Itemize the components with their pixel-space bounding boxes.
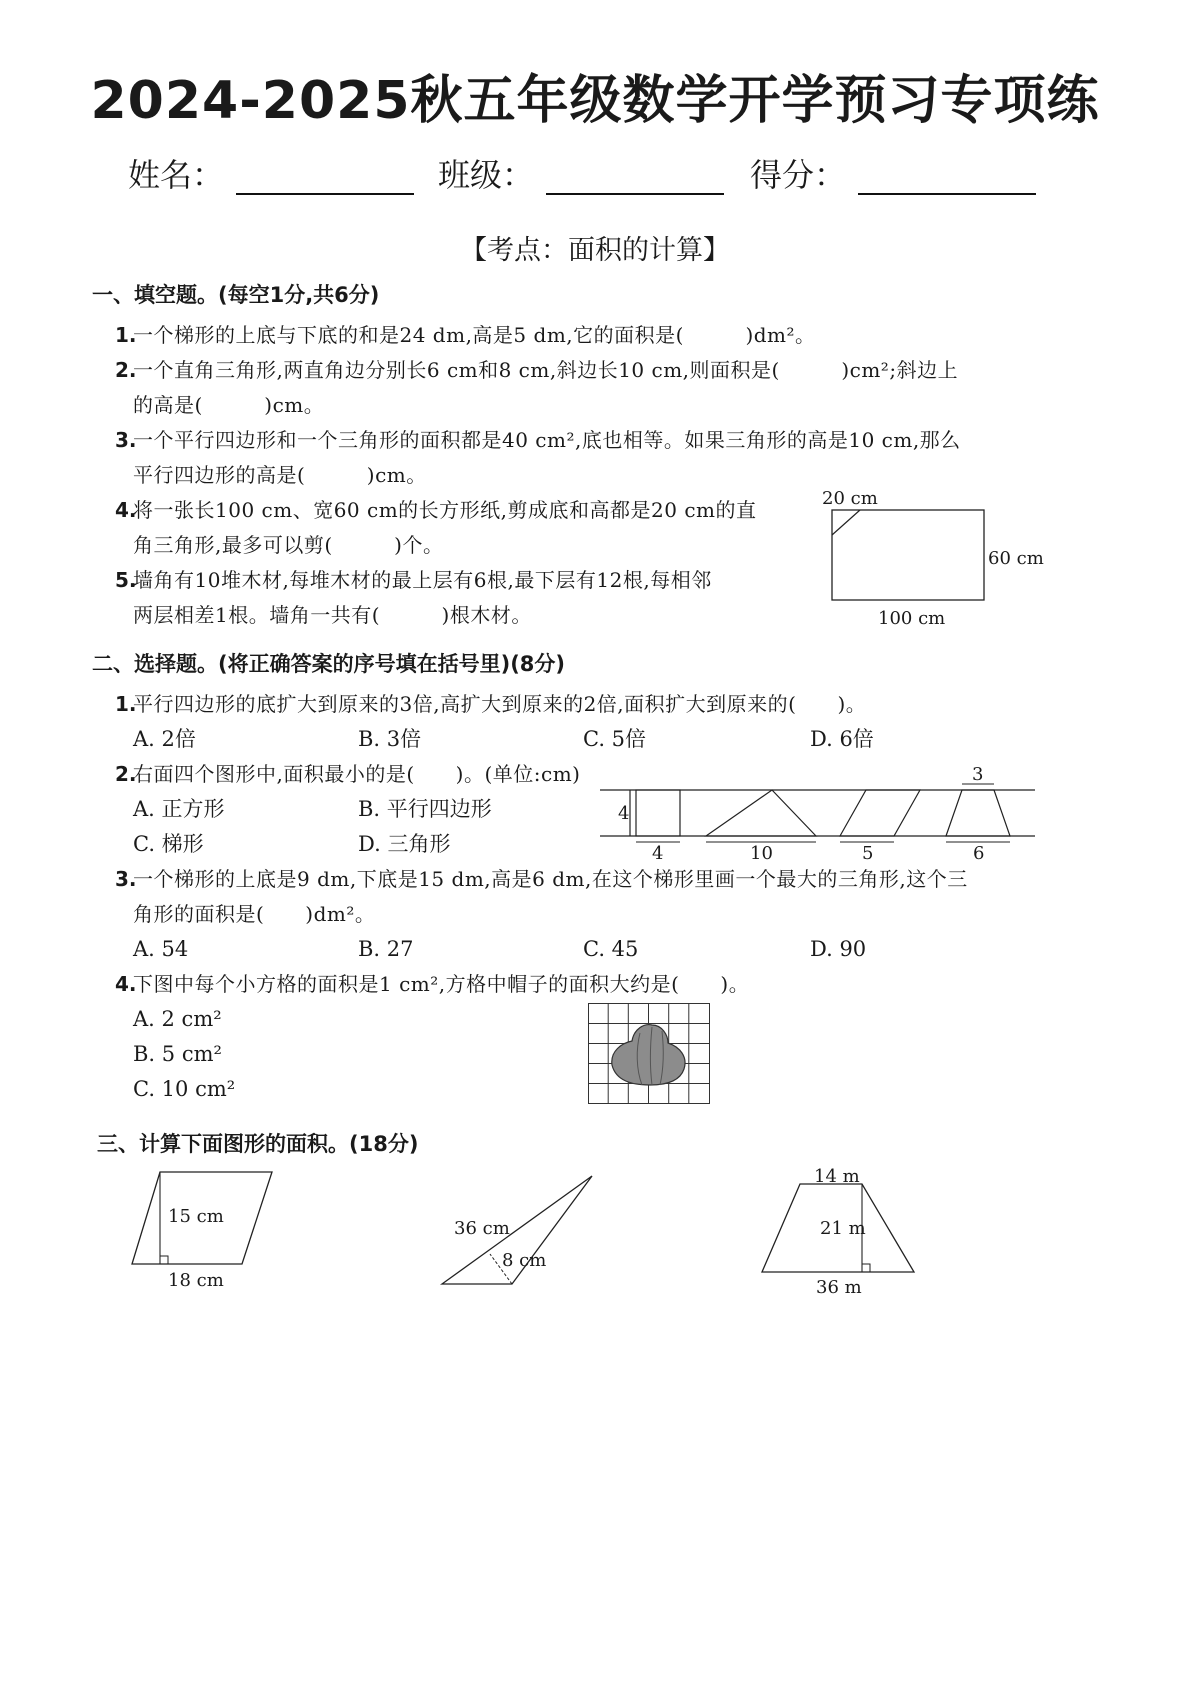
trapezoid-figure <box>758 1162 918 1297</box>
s1-q2-line2: 的高是( )cm。 <box>133 393 325 417</box>
rectangle-paper-figure <box>820 485 1050 635</box>
s2-q1-option-b[interactable]: B. 3倍 <box>358 727 422 751</box>
class-blank[interactable] <box>546 193 724 195</box>
s1-q3-line2: 平行四边形的高是( )cm。 <box>133 463 427 487</box>
parallelogram-height-label: 15 cm <box>168 1206 224 1227</box>
s2-q2-option-b[interactable]: B. 平行四边形 <box>358 797 492 821</box>
s2-q1-text: 平行四边形的底扩大到原来的3倍,高扩大到原来的2倍,面积扩大到原来的( )。 <box>133 692 867 716</box>
class-label: 班级： <box>438 156 535 194</box>
trapezoid-top-label: 3 <box>972 764 984 785</box>
score-label: 得分： <box>750 156 847 194</box>
hat-grid-figure <box>588 1003 712 1106</box>
s2-q3-line2: 角形的面积是( )dm²。 <box>133 902 376 926</box>
s1-q4-line2: 角三角形,最多可以剪( )个。 <box>133 533 444 557</box>
s1-q1-line1: 一个梯形的上底与下底的和是24 dm,高是5 dm,它的面积是( )dm²。 <box>133 323 816 347</box>
score-blank[interactable] <box>858 193 1036 195</box>
section1-heading: 一、填空题。(每空1分,共6分) <box>92 283 380 307</box>
triangle-height-label: 8 cm <box>502 1250 547 1271</box>
s2-q2-option-d[interactable]: D. 三角形 <box>358 832 451 856</box>
s2-q1-option-d[interactable]: D. 6倍 <box>810 727 874 751</box>
parallelogram-shape <box>840 790 920 836</box>
hat-shape <box>612 1025 685 1085</box>
right-angle-mark <box>160 1256 168 1264</box>
topic-heading: 【考点：面积的计算】 <box>460 235 730 266</box>
section3-heading: 三、计算下面图形的面积。(18分) <box>97 1132 419 1156</box>
rect-bottom-label: 100 cm <box>878 608 946 629</box>
section2-heading: 二、选择题。(将正确答案的序号填在括号里)(8分) <box>92 652 566 676</box>
s2-q1-number: 1. <box>115 692 137 716</box>
s1-q5-number: 5. <box>115 568 137 592</box>
s2-q3-option-c[interactable]: C. 45 <box>583 937 639 961</box>
s1-q3-line1: 一个平行四边形和一个三角形的面积都是40 cm²,底也相等。如果三角形的高是10 cm,那么 <box>133 428 961 452</box>
s1-q5-line2: 两层相差1根。墙角一共有( )根木材。 <box>133 603 532 627</box>
square-label: 4 <box>652 843 664 864</box>
triangle-figure <box>438 1172 598 1287</box>
trapezoid-bottom-label: 36 m <box>816 1277 862 1298</box>
s1-q2-number: 2. <box>115 358 137 382</box>
page-title: 2024-2025秋五年级数学开学预习专项练 <box>90 71 1100 131</box>
right-angle-mark <box>862 1264 870 1272</box>
s2-q3-option-a[interactable]: A. 54 <box>133 937 189 961</box>
four-shapes-figure <box>600 762 1040 872</box>
parallelogram-figure <box>130 1170 280 1295</box>
s2-q4-text: 下图中每个小方格的面积是1 cm²,方格中帽子的面积大约是( )。 <box>133 972 750 996</box>
s1-q2-line1: 一个直角三角形,两直角边分别长6 cm和8 cm,斜边长10 cm,则面积是( )cm²;斜边上 <box>133 358 959 382</box>
s1-q5-line1: 墙角有10堆木材,每堆木材的最上层有6根,最下层有12根,每相邻 <box>133 568 712 592</box>
s2-q3-number: 3. <box>115 867 137 891</box>
parallelogram-base-label: 18 cm <box>168 1270 224 1291</box>
triangle-shape <box>706 790 816 836</box>
s2-q1-option-c[interactable]: C. 5倍 <box>583 727 647 751</box>
trapezoid-top-label: 14 m <box>814 1166 860 1187</box>
s2-q4-option-b[interactable]: B. 5 cm² <box>133 1042 222 1066</box>
s2-q2-option-a[interactable]: A. 正方形 <box>133 797 225 821</box>
s2-q4-number: 4. <box>115 972 137 996</box>
name-label: 姓名： <box>128 156 225 194</box>
s2-q1-option-a[interactable]: A. 2倍 <box>133 727 196 751</box>
trapezoid-bottom-label: 6 <box>973 843 985 864</box>
s2-q3-line1: 一个梯形的上底是9 dm,下底是15 dm,高是6 dm,在这个梯形里画一个最大的三角形,这个三 <box>133 867 968 891</box>
triangle-side-label: 36 cm <box>454 1218 510 1239</box>
s2-q3-option-d[interactable]: D. 90 <box>810 937 867 961</box>
s2-q2-number: 2. <box>115 762 137 786</box>
s2-q2-option-c[interactable]: C. 梯形 <box>133 832 204 856</box>
trapezoid-height-label: 21 m <box>820 1218 866 1239</box>
rect-right-label: 60 cm <box>988 548 1044 569</box>
s2-q4-option-c[interactable]: C. 10 cm² <box>133 1077 236 1101</box>
name-blank[interactable] <box>236 193 414 195</box>
rect-triangle-cut <box>832 510 860 535</box>
student-info-row <box>0 150 1190 200</box>
triangle-label: 10 <box>750 843 773 864</box>
rect-top-label: 20 cm <box>822 488 878 509</box>
s1-q4-number: 4. <box>115 498 137 522</box>
s1-q4-line1: 将一张长100 cm、宽60 cm的长方形纸,剪成底和高都是20 cm的直 <box>133 498 757 522</box>
s2-q3-option-b[interactable]: B. 27 <box>358 937 414 961</box>
s2-q4-option-a[interactable]: A. 2 cm² <box>133 1007 222 1031</box>
s1-q3-number: 3. <box>115 428 137 452</box>
s1-q1-number: 1. <box>115 323 137 347</box>
square-shape <box>636 790 680 836</box>
parallelogram-label: 5 <box>862 843 874 864</box>
s2-q2-text: 右面四个图形中,面积最小的是( )。(单位:cm) <box>133 762 581 786</box>
rect-paper <box>832 510 984 600</box>
trapezoid-shape <box>946 790 1010 836</box>
height-label: 4 <box>618 803 630 824</box>
